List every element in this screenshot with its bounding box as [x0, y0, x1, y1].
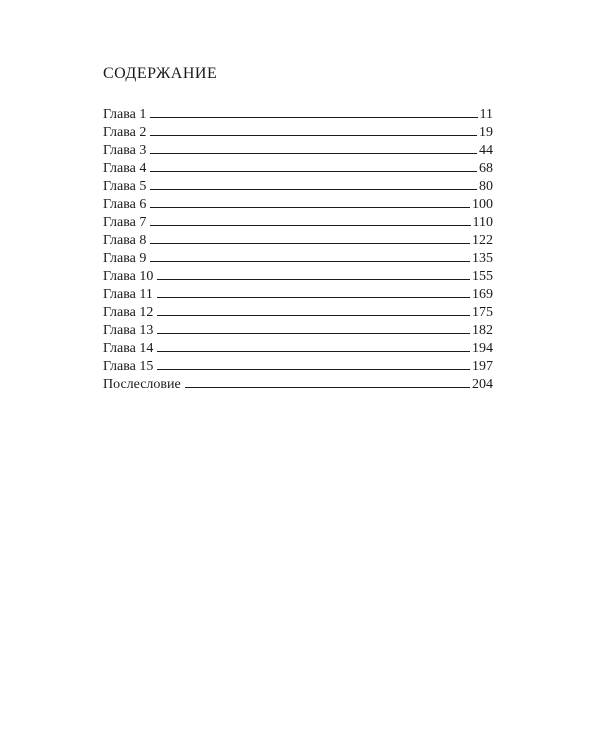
toc-entry-page: 175 — [472, 305, 493, 320]
toc-entry-page: 204 — [472, 377, 493, 392]
toc-entry-label: Глава 7 — [103, 215, 147, 230]
toc-entry-page: 135 — [472, 251, 493, 266]
toc-entry-label: Глава 1 — [103, 107, 147, 122]
toc-entry — [103, 196, 493, 214]
page-title: СОДЕРЖАНИЕ — [103, 65, 218, 82]
toc-entry — [103, 178, 493, 196]
toc-entry — [103, 358, 493, 376]
toc-entry-label: Глава 15 — [103, 359, 154, 374]
toc-entry-page: 194 — [472, 341, 493, 356]
toc-entry-label: Глава 10 — [103, 269, 154, 284]
toc-leader-line — [157, 368, 470, 370]
toc-entry-label: Глава 12 — [103, 305, 154, 320]
toc-entry-page: 182 — [472, 323, 493, 338]
toc-leader-line — [150, 224, 470, 226]
toc-entry — [103, 304, 493, 322]
toc-leader-line — [150, 206, 470, 208]
toc-entry-label: Глава 9 — [103, 251, 147, 266]
toc-entry-label: Глава 5 — [103, 179, 147, 194]
toc-entry-page: 100 — [472, 197, 493, 212]
toc-leader-line — [150, 170, 477, 172]
toc-entry-page: 11 — [479, 107, 493, 122]
toc-leader-line — [150, 260, 470, 262]
toc-leader-line — [157, 332, 470, 334]
toc-entry — [103, 322, 493, 340]
toc-entry — [103, 250, 493, 268]
toc-entry-page: 197 — [472, 359, 493, 374]
toc-leader-line — [150, 242, 470, 244]
toc-entry — [103, 106, 493, 124]
toc-entry — [103, 376, 493, 394]
toc-entry-label: Послесловие — [103, 377, 181, 392]
toc-leader-line — [157, 278, 470, 280]
toc-entry-page: 155 — [472, 269, 493, 284]
toc-entry-label: Глава 6 — [103, 197, 147, 212]
toc-entry-page: 80 — [479, 179, 493, 194]
toc-entry — [103, 340, 493, 358]
toc-leader-line — [185, 386, 470, 388]
toc-entry-page: 110 — [472, 215, 493, 230]
toc-entry-label: Глава 13 — [103, 323, 154, 338]
toc-entry-page: 169 — [472, 287, 493, 302]
toc-entry — [103, 142, 493, 160]
toc-entry-label: Глава 11 — [103, 287, 153, 302]
toc-entry-label: Глава 8 — [103, 233, 147, 248]
toc-leader-line — [150, 188, 477, 190]
toc-entry — [103, 214, 493, 232]
toc-leader-line — [150, 152, 477, 154]
toc-entry — [103, 286, 493, 304]
toc-entry-page: 122 — [472, 233, 493, 248]
toc-entry-label: Глава 4 — [103, 161, 147, 176]
toc-entry — [103, 124, 493, 142]
toc-entry — [103, 160, 493, 178]
toc-entry-label: Глава 3 — [103, 143, 147, 158]
toc-entry-label: Глава 14 — [103, 341, 154, 356]
toc-entry-label: Глава 2 — [103, 125, 147, 140]
toc-leader-line — [157, 314, 470, 316]
toc-leader-line — [157, 296, 470, 298]
toc-entry-page: 44 — [479, 143, 493, 158]
toc-leader-line — [150, 134, 477, 136]
document-page — [103, 64, 493, 394]
toc-entry — [103, 232, 493, 250]
table-of-contents — [103, 106, 493, 394]
toc-entry — [103, 268, 493, 286]
toc-entry-page: 68 — [479, 161, 493, 176]
toc-leader-line — [157, 350, 470, 352]
toc-leader-line — [150, 116, 477, 118]
toc-entry-page: 19 — [479, 125, 493, 140]
